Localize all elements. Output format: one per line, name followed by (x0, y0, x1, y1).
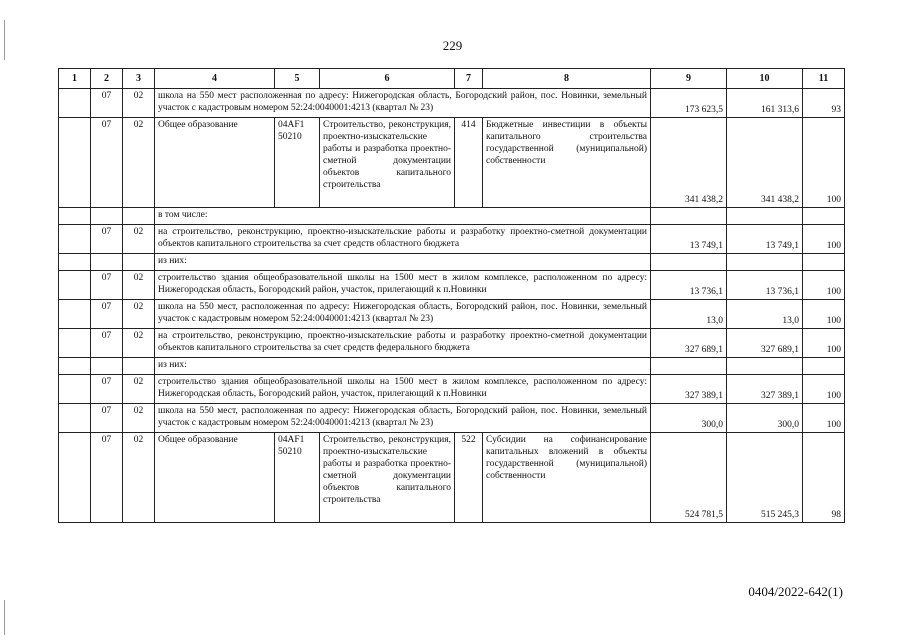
planned-amount: 300,0 (651, 404, 727, 433)
category-name: Общее образование (155, 118, 275, 208)
object-description: на строительство, реконструкцию, проектно-изыскательские работы и разработку проектно-сметной документации объектов капитального строительства за счет средств федерального бюджета (155, 329, 651, 358)
planned-amount: 327 389,1 (651, 375, 727, 404)
subsection-code: 02 (123, 89, 155, 118)
expense-type-code: 414 (455, 118, 483, 208)
section-code: 07 (91, 404, 123, 433)
subtotal-label: из них: (155, 254, 651, 271)
expense-type-name: Бюджетные инвестиции в объекты капитального строительства государственной (муниципальной) собственности (483, 118, 651, 208)
target-article-code: 04AF1 50210 (275, 118, 320, 208)
target-article-code: 04AF1 50210 (275, 433, 320, 523)
column-header: 6 (320, 69, 455, 89)
table-row (59, 300, 845, 329)
expense-type-code: 522 (455, 433, 483, 523)
actual-amount: 13 736,1 (727, 271, 803, 300)
execution-percent: 100 (803, 300, 845, 329)
column-header: 8 (483, 69, 651, 89)
planned-amount: 173 623,5 (651, 89, 727, 118)
execution-percent: 100 (803, 404, 845, 433)
actual-amount: 515 245,3 (727, 433, 803, 523)
document-code: 0404/2022-642(1) (748, 584, 843, 599)
table-row (59, 118, 845, 208)
section-code: 07 (91, 329, 123, 358)
actual-amount: 327 689,1 (727, 329, 803, 358)
section-code: 07 (91, 118, 123, 208)
object-description: школа на 550 мест расположенная по адресу: Нижегородская область, Богородский район, пос. Новинки, земельный участок с кадастровым номером 52:24:0040001:4213 (квартал № 23) (155, 89, 651, 118)
subsection-code: 02 (123, 329, 155, 358)
object-description: строительство здания общеобразовательной школы на 1500 мест в жилом комплексе, расположенном по адресу: Нижегородская область, Богородский район, участок, прилегающий к п.Новинки (155, 375, 651, 404)
column-header: 7 (455, 69, 483, 89)
subtotal-label: из них: (155, 358, 651, 375)
table-row (59, 89, 845, 118)
subsection-code: 02 (123, 433, 155, 523)
execution-percent: 93 (803, 89, 845, 118)
table-row (59, 208, 845, 225)
section-code: 07 (91, 225, 123, 254)
subsection-code: 02 (123, 375, 155, 404)
subtotal-label: в том числе: (155, 208, 651, 225)
section-code: 07 (91, 300, 123, 329)
table-row (59, 225, 845, 254)
planned-amount: 327 689,1 (651, 329, 727, 358)
section-code: 07 (91, 271, 123, 300)
table-row (59, 358, 845, 375)
category-name: Общее образование (155, 433, 275, 523)
object-description: строительство здания общеобразовательной школы на 1500 мест в жилом комплексе, расположенном по адресу: Нижегородская область, Богородский район, участок, прилегающий к п.Новинки (155, 271, 651, 300)
execution-percent: 98 (803, 433, 845, 523)
column-header: 9 (651, 69, 727, 89)
execution-percent: 100 (803, 329, 845, 358)
scan-edge-mark (4, 600, 5, 635)
execution-percent: 100 (803, 225, 845, 254)
actual-amount: 13 749,1 (727, 225, 803, 254)
table-row (59, 271, 845, 300)
budget-table (58, 68, 845, 523)
scan-edge-mark (4, 20, 5, 60)
column-header: 2 (91, 69, 123, 89)
expense-direction: Строительство, реконструкция, проектно-изыскательские работы и разработка проектно-сметной документации объектов капитального строительства (320, 118, 455, 208)
planned-amount: 13 749,1 (651, 225, 727, 254)
table-row (59, 433, 845, 523)
actual-amount: 161 313,6 (727, 89, 803, 118)
table-row (59, 375, 845, 404)
subsection-code: 02 (123, 300, 155, 329)
table-row (59, 329, 845, 358)
section-code: 07 (91, 433, 123, 523)
expense-direction: Строительство, реконструкция, проектно-изыскательские работы и разработка проектно-сметной документации объектов капитального строительства (320, 433, 455, 523)
section-code: 07 (91, 375, 123, 404)
planned-amount: 13,0 (651, 300, 727, 329)
section-code: 07 (91, 89, 123, 118)
actual-amount: 13,0 (727, 300, 803, 329)
actual-amount: 300,0 (727, 404, 803, 433)
object-description: школа на 550 мест, расположенная по адресу: Нижегородская область, Богородский район, пос. Новинки, земельный участок с кадастровым номером 52:24:0040001:4213 (квартал № 23) (155, 300, 651, 329)
page-number: 229 (442, 38, 463, 53)
subsection-code: 02 (123, 118, 155, 208)
execution-percent: 100 (803, 271, 845, 300)
table-row (59, 254, 845, 271)
table-row (59, 404, 845, 433)
execution-percent: 100 (803, 375, 845, 404)
column-header: 5 (275, 69, 320, 89)
column-header: 3 (123, 69, 155, 89)
planned-amount: 524 781,5 (651, 433, 727, 523)
actual-amount: 327 389,1 (727, 375, 803, 404)
column-header: 11 (803, 69, 845, 89)
actual-amount: 341 438,2 (727, 118, 803, 208)
column-header: 4 (155, 69, 275, 89)
subsection-code: 02 (123, 404, 155, 433)
table-header-row (59, 69, 845, 89)
subsection-code: 02 (123, 271, 155, 300)
planned-amount: 13 736,1 (651, 271, 727, 300)
planned-amount: 341 438,2 (651, 118, 727, 208)
column-header: 1 (59, 69, 91, 89)
column-header: 10 (727, 69, 803, 89)
expense-type-name: Субсидии на софинансирование капитальных вложений в объекты государственной (муниципальной) собственности (483, 433, 651, 523)
object-description: школа на 550 мест, расположенная по адресу: Нижегородская область, Богородский район, пос. Новинки, земельный участок с кадастровым номером 52:24:0040001:4213 (квартал № 23) (155, 404, 651, 433)
subsection-code: 02 (123, 225, 155, 254)
object-description: на строительство, реконструкцию, проектно-изыскательские работы и разработку проектно-сметной документации объектов капитального строительства за счет средств областного бюджета (155, 225, 651, 254)
execution-percent: 100 (803, 118, 845, 208)
